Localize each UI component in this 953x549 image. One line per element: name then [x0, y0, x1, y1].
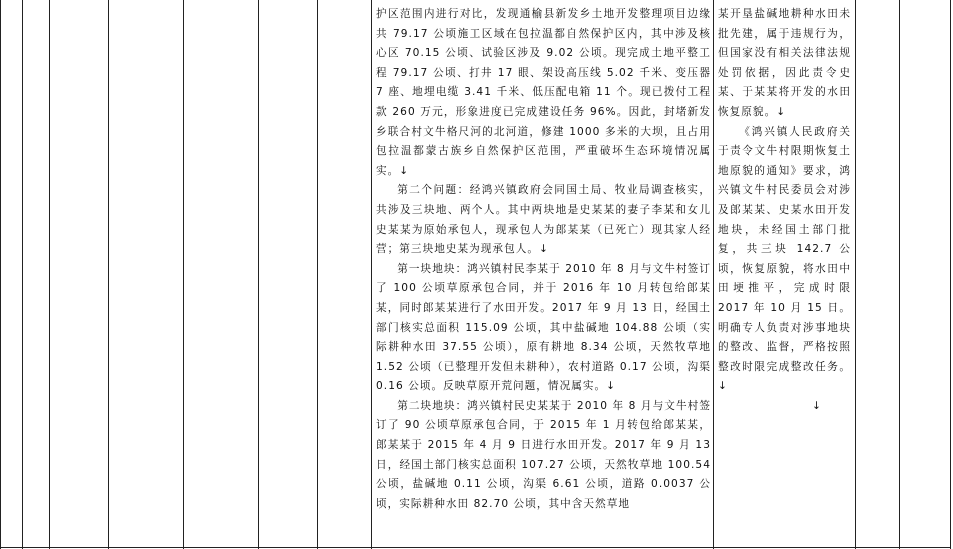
column-divider [22, 0, 23, 549]
findings-paragraph: 护区范围内进行对比，发现通榆县新发乡土地开发整理项目边缘共 79.17 公顷施工区域在包拉温都自然保护区内，其中涉及核心区 70.15 公顷、试验区涉及 9.02 公顷。现完成土地平整工程 79.17 公顷、打井 17 眼、架设高压线 5.02 千米、变压器 7 座、地埋电缆 3.41 千米、低压配电箱 11 个。现已拨付工程款 260 万元，形象进度已完成建设任务 96%。因此，封堵新发乡联合村文牛格尺河的北河道，修建 1000 多米的大坝，且占用包拉温都蒙古族乡自然保护区范围，严重破坏生态环境情况属实。↓ [376, 8, 711, 177]
column-divider [317, 0, 318, 549]
column-divider [258, 0, 259, 549]
findings-paragraph: 第二个问题：经鸿兴镇政府会同国土局、牧业局调查核实，共涉及三块地、两个人。其中两块地是史某某的妻子李某和女儿史某某为原始承包人，现承包人为郎某某（已死亡）现其家人经营；第三块地史某为现承包人。↓ [376, 184, 711, 256]
column-divider [183, 0, 184, 549]
column-divider [855, 0, 856, 549]
table-border-bottom [0, 547, 951, 548]
column-divider [108, 0, 109, 549]
rectification-measures-cell [718, 5, 851, 416]
table-border-right [950, 0, 951, 549]
column-divider [713, 0, 714, 549]
measures-paragraph: 某开垦盐碱地耕种水田未批先建，属于违规行为，但国家没有相关法律法规处罚依据，因此责令史某、于某某将开发的水田恢复原貌。↓ [718, 8, 851, 118]
column-divider [899, 0, 900, 549]
table-border-left [0, 0, 1, 549]
findings-paragraph: 第一块地块：鸿兴镇村民李某于 2010 年 8 月与文牛村签订了 100 公顷草原承包合同，并于 2016 年 10 月转包给郎某某，同时郎某某进行了水田开发。2017 年 9 月 13 日，经国土部门核实总面积 115.09 公顷，其中盐碱地 104.88 公顷（实际耕种水田 37.55 公顷），原有耕地 8.34 公顷，天然牧草地 1.52 公顷（已整理开发但未耕种），农村道路 0.17 公顷，沟渠 0.16 公顷。反映草原开荒问题，情况属实。↓ [376, 262, 711, 393]
column-divider [371, 0, 372, 549]
measures-paragraph: 《鸿兴镇人民政府关于责令文牛村限期恢复土地原貌的通知》要求，鸿兴镇文牛村民委员会对涉及郎某某、史某水田开发地块，未经国土部门批复，共三块 142.7 公顷，恢复原貌，将水田中田埂推平，完成时限 2017 年 10 月 15 日。明确专人负责对涉事地块的整改、监督，严格按照整改时限完成整改任务。↓ [718, 125, 851, 393]
investigation-findings-cell [376, 5, 711, 514]
column-divider [49, 0, 50, 549]
paragraph-mark: ↓ [812, 399, 822, 412]
findings-paragraph: 第二块地块：鸿兴镇村民史某某于 2010 年 8 月与文牛村签订了 90 公顷草原承包合同，于 2015 年 1 月转包给郎某某，郎某某于 2015 年 4 月 9 日进行水田开发。2017 年 9 月 13 日，经国土部门核实总面积 107.27 公顷，天然牧草地 100.54 公顷，盐碱地 0.11 公顷，沟渠 6.61 公顷，道路 0.0037 公顷，实际耕种水田 82.70 公顷，其中含天然草地 [376, 399, 711, 510]
